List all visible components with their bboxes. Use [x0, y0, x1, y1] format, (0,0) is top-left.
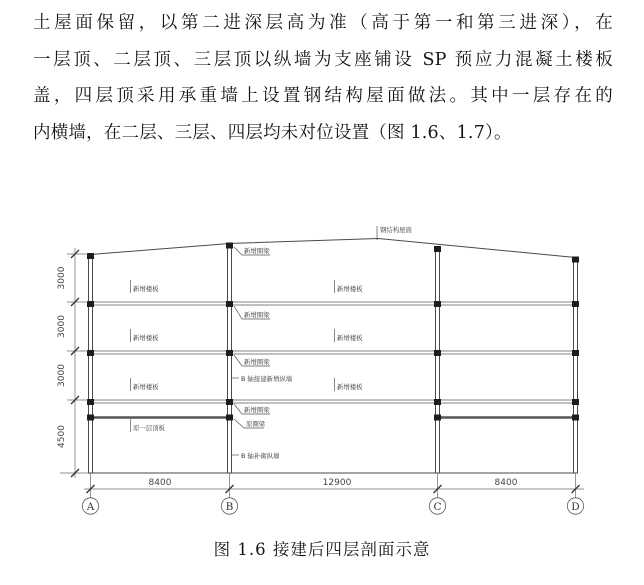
- figure-caption: 图 1.6 接建后四层剖面示意: [213, 540, 431, 559]
- section-drawing: [0, 210, 644, 530]
- new-ring-beam-callout-l4: [234, 246, 270, 255]
- axis-bubble-c: C: [433, 500, 442, 513]
- new-ring-beam-callout-l3: [234, 306, 270, 319]
- new-ring-beam-label: 新增圈梁: [244, 247, 270, 255]
- dim-horizontal-8400: 8400: [148, 478, 172, 488]
- new-floor-slab-label: 新增楼板: [337, 285, 363, 293]
- new-ring-beam-callout-l1: [234, 404, 270, 414]
- axis-bubble-b: B: [225, 500, 234, 513]
- paragraph-line: 一层顶、二层顶、三层顶以纵墙为支座铺设 SP 预应力混凝土楼板: [33, 49, 613, 70]
- dim-vertical-3000: 3000: [57, 315, 67, 338]
- original-floor-slab-callout: [131, 419, 166, 432]
- new-floor-slab-label: 新增楼板: [133, 285, 159, 293]
- original-ring-beam-callout: [234, 419, 266, 428]
- wall-axis-d: [574, 257, 578, 473]
- new-ring-beam-callout-l2: [234, 355, 270, 366]
- b-axis-new-wall-label: B 轴接建新增纵墙: [241, 375, 293, 383]
- steel-roof-callout: [377, 225, 413, 240]
- paragraph-line: 土屋面保留，以第二进深层高为准（高于第一和第三进深），在: [33, 13, 613, 33]
- new-ring-beam-label: 新增圈梁: [244, 406, 270, 414]
- wall-axis-b: [228, 243, 232, 473]
- steel-roof-line: [91, 239, 576, 258]
- axis-bubble-d: D: [571, 500, 580, 513]
- horizontal-dimension-chain: [84, 473, 584, 498]
- vertical-dimension-chain: [57, 248, 88, 478]
- axis-bubbles: [82, 498, 583, 514]
- b-axis-new-wall-callout: [232, 374, 293, 383]
- b-axis-infill-wall-callout: [232, 451, 280, 460]
- new-floor-slab-label: 新增楼板: [337, 334, 363, 342]
- paragraph-line: 盖，四层顶采用承重墙上设置钢结构屋面做法。其中一层存在的: [33, 86, 613, 107]
- wall-axis-a: [89, 254, 93, 473]
- wall-axis-c: [436, 247, 440, 474]
- ring-beam-squares: [87, 243, 579, 421]
- axis-bubble-a: A: [86, 500, 95, 513]
- new-floor-slab-label: 新增楼板: [337, 383, 363, 391]
- b-axis-infill-wall-label: B 轴补砌纵墙: [241, 452, 280, 460]
- original-floor-slab-label: 原一层顶板: [133, 424, 165, 432]
- body-paragraph: [33, 5, 613, 151]
- dim-horizontal-12900: 12900: [322, 478, 352, 488]
- dim-vertical-4500: 4500: [57, 425, 67, 448]
- steel-roof-label: 钢结构屋面: [380, 226, 412, 234]
- original-ring-beam-label: 原圈梁: [246, 420, 266, 428]
- paragraph-line: 内横墙，在二层、三层、四层均未对位设置（图 1.6、1.7）。: [33, 122, 512, 143]
- dim-horizontal-8400: 8400: [494, 478, 518, 488]
- new-floor-slab-label: 新增楼板: [133, 383, 159, 391]
- dim-vertical-3000: 3000: [57, 364, 67, 387]
- floor-line-level2: [91, 400, 576, 403]
- dim-vertical-3000: 3000: [57, 266, 67, 290]
- floor-line-level3: [91, 351, 576, 354]
- new-floor-slab-label: 新增楼板: [133, 334, 159, 342]
- new-ring-beam-label: 新增圈梁: [244, 358, 270, 366]
- floor-line-level4: [91, 302, 576, 305]
- new-ring-beam-label: 新增圈梁: [244, 311, 270, 319]
